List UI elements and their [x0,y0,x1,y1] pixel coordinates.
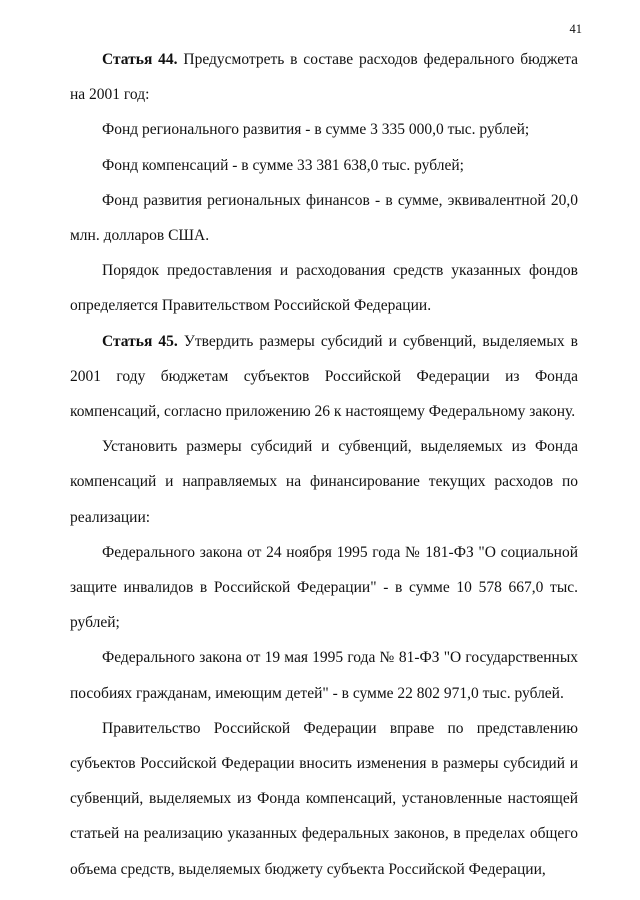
regional-development-fund-text: Фонд регионального развития - в сумме 3 335 000,0 тыс. рублей; [102,121,530,139]
law-181-paragraph [70,535,578,641]
law-81-paragraph [70,640,578,710]
law-81-text: Федерального закона от 19 мая 1995 года № 81-ФЗ "О государственных пособиях гражданам, имеющим детей" - в сумме 22 802 971,0 тыс. рублей. [70,649,578,702]
compensation-fund-text: Фонд компенсаций - в сумме 33 381 638,0 тыс. рублей; [102,156,464,174]
government-rights-paragraph [70,711,578,887]
subsidies-establish-text: Установить размеры субсидий и субвенций, выделяемых из Фонда компенсаций и направляемых на финансирование текущих расходов по реализации: [70,438,578,526]
compensation-fund-paragraph [70,148,578,183]
article-44-paragraph [70,42,578,112]
funds-procedure-paragraph [70,253,578,323]
regional-finance-fund-paragraph [70,183,578,253]
government-rights-text: Правительство Российской Федерации вправе по представлению субъектов Российской Федерации вносить изменения в размеры субсидий и субвенций, выделяемых из Фонда компенсаций, установленные настоящей статьей на реализацию указанных федеральных законов, в пределах общего объема средств, выделяемых бюджету субъекта Российской Федерации, [70,719,578,878]
article-44-heading: Статья 44. [102,51,178,68]
article-45-paragraph [70,324,578,430]
subsidies-establish-paragraph [70,429,578,535]
regional-finance-fund-text: Фонд развития региональных финансов - в сумме, эквивалентной 20,0 млн. долларов США. [70,191,578,245]
article-45-heading: Статья 45. [102,332,178,350]
regional-development-fund-paragraph [70,112,578,147]
funds-procedure-text: Порядок предоставления и расходования средств указанных фондов определяется Правительством Российской Федерации. [70,262,578,315]
article-44-text: Предусмотреть в составе расходов федерального бюджета на 2001 год: [70,51,578,104]
page-number: 41 [569,22,582,36]
law-181-text: Федерального закона от 24 ноября 1995 года № 181-ФЗ "О социальной защите инвалидов в Российской Федерации" - в сумме 10 578 667,0 тыс. рублей; [70,543,578,632]
document-body [70,42,578,887]
article-45-text: Утвердить размеры субсидий и субвенций, выделяемых в 2001 году бюджетам субъектов Российской Федерации из Фонда компенсаций, согласно приложению 26 к настоящему Федеральному закону. [70,332,578,421]
